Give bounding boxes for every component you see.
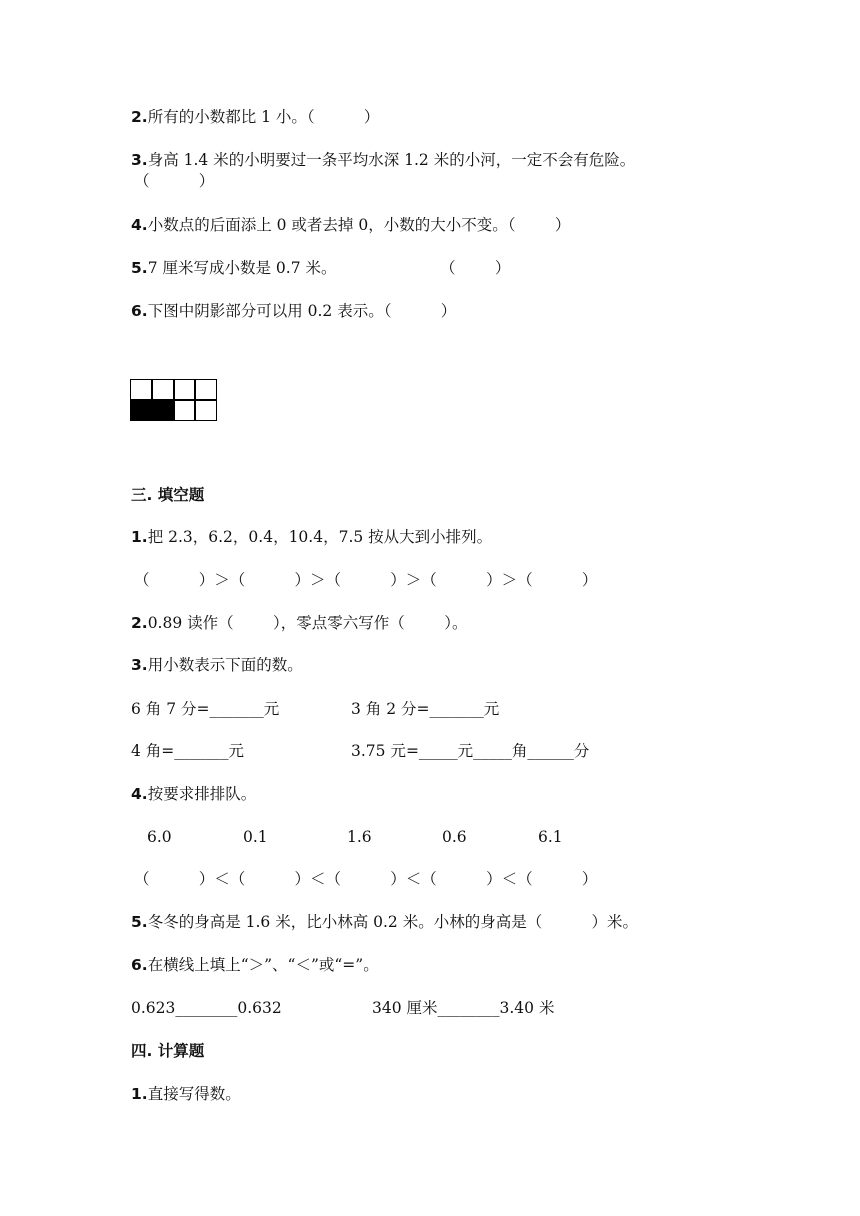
question-text: 身高 1.4 米的小明要过一条平均水深 1.2 米的小河，一定不会有危险。	[147, 151, 636, 169]
judge-q5-answer-paren: （ ）	[440, 259, 511, 277]
fill-q6	[131, 955, 379, 975]
question-text: 所有的小数都比 1 小。（ ）	[147, 108, 380, 126]
question-number: 5.	[131, 913, 148, 931]
fill-q3-item-a: 6 角 7 分=_______元	[131, 700, 280, 718]
fill-q2	[131, 613, 467, 633]
grid-cell	[195, 400, 217, 421]
question-number: 1.	[131, 528, 148, 546]
grid-cell	[130, 379, 152, 400]
grid-cell	[152, 379, 174, 400]
judge-q2	[131, 107, 379, 127]
fill-q4-value: 1.6	[347, 828, 372, 846]
question-number: 1.	[131, 1085, 148, 1103]
fill-q1	[131, 527, 492, 547]
fill-q4	[131, 784, 256, 804]
grid-cell-shaded	[152, 400, 174, 421]
judge-q3-answer-paren: （ ）	[134, 172, 215, 190]
fill-q6-item-a: 0.623________0.632	[131, 999, 282, 1017]
question-number: 4.	[131, 785, 148, 803]
question-text: 冬冬的身高是 1.6 米，比小林高 0.2 米。小林的身高是（ ）米。	[147, 913, 638, 931]
section-heading-fill: 三. 填空题	[131, 486, 205, 504]
fill-q4-value: 6.0	[147, 828, 172, 846]
grid-cell	[174, 379, 196, 400]
judge-q5	[131, 258, 336, 278]
judge-q4	[131, 215, 570, 235]
question-text: 在横线上填上“＞”、“＜”或“=”。	[147, 956, 379, 974]
question-number: 4.	[131, 216, 148, 234]
judge-q6	[131, 301, 456, 321]
fill-q4-value: 0.1	[243, 828, 268, 846]
fill-q4-value: 6.1	[538, 828, 563, 846]
fill-q4-answer-line: （ ）＜（ ）＜（ ）＜（ ）＜（ ）	[134, 870, 598, 888]
section-heading-calc: 四. 计算题	[131, 1042, 205, 1060]
grid-cell-shaded	[130, 400, 152, 421]
question-text: 把 2.3，6.2，0.4，10.4，7.5 按从大到小排列。	[147, 528, 493, 546]
calc-q1	[131, 1084, 241, 1104]
question-number: 6.	[131, 302, 148, 320]
grid-cell	[195, 379, 217, 400]
question-number: 3.	[131, 656, 148, 674]
question-number: 3.	[131, 151, 148, 169]
question-number: 2.	[131, 614, 148, 632]
question-text: 按要求排排队。	[147, 785, 257, 803]
question-text: 小数点的后面添上 0 或者去掉 0，小数的大小不变。（ ）	[147, 216, 571, 234]
question-text: 下图中阴影部分可以用 0.2 表示。（ ）	[147, 302, 457, 320]
fill-q4-value: 0.6	[442, 828, 467, 846]
fill-q1-answer-line: （ ）＞（ ）＞（ ）＞（ ）＞（ ）	[134, 571, 598, 589]
question-text: 用小数表示下面的数。	[147, 656, 303, 674]
question-text: 直接写得数。	[147, 1085, 241, 1103]
fill-q3-item-c: 4 角=_______元	[131, 742, 245, 760]
fill-q3-item-b: 3 角 2 分=_______元	[351, 700, 500, 718]
question-number: 2.	[131, 108, 148, 126]
question-number: 5.	[131, 259, 148, 277]
fill-q3	[131, 655, 303, 675]
fill-q3-item-d: 3.75 元=_____元_____角______分	[351, 742, 590, 760]
question-number: 6.	[131, 956, 148, 974]
grid-cell	[174, 400, 196, 421]
fill-q6-item-b: 340 厘米________3.40 米	[372, 999, 555, 1017]
fill-q5	[131, 912, 638, 932]
question-text: 7 厘米写成小数是 0.7 米。	[147, 259, 337, 277]
judge-q3	[131, 150, 635, 170]
shaded-grid-figure	[130, 379, 217, 421]
question-text: 0.89 读作（ ），零点零六写作（ ）。	[147, 614, 468, 632]
